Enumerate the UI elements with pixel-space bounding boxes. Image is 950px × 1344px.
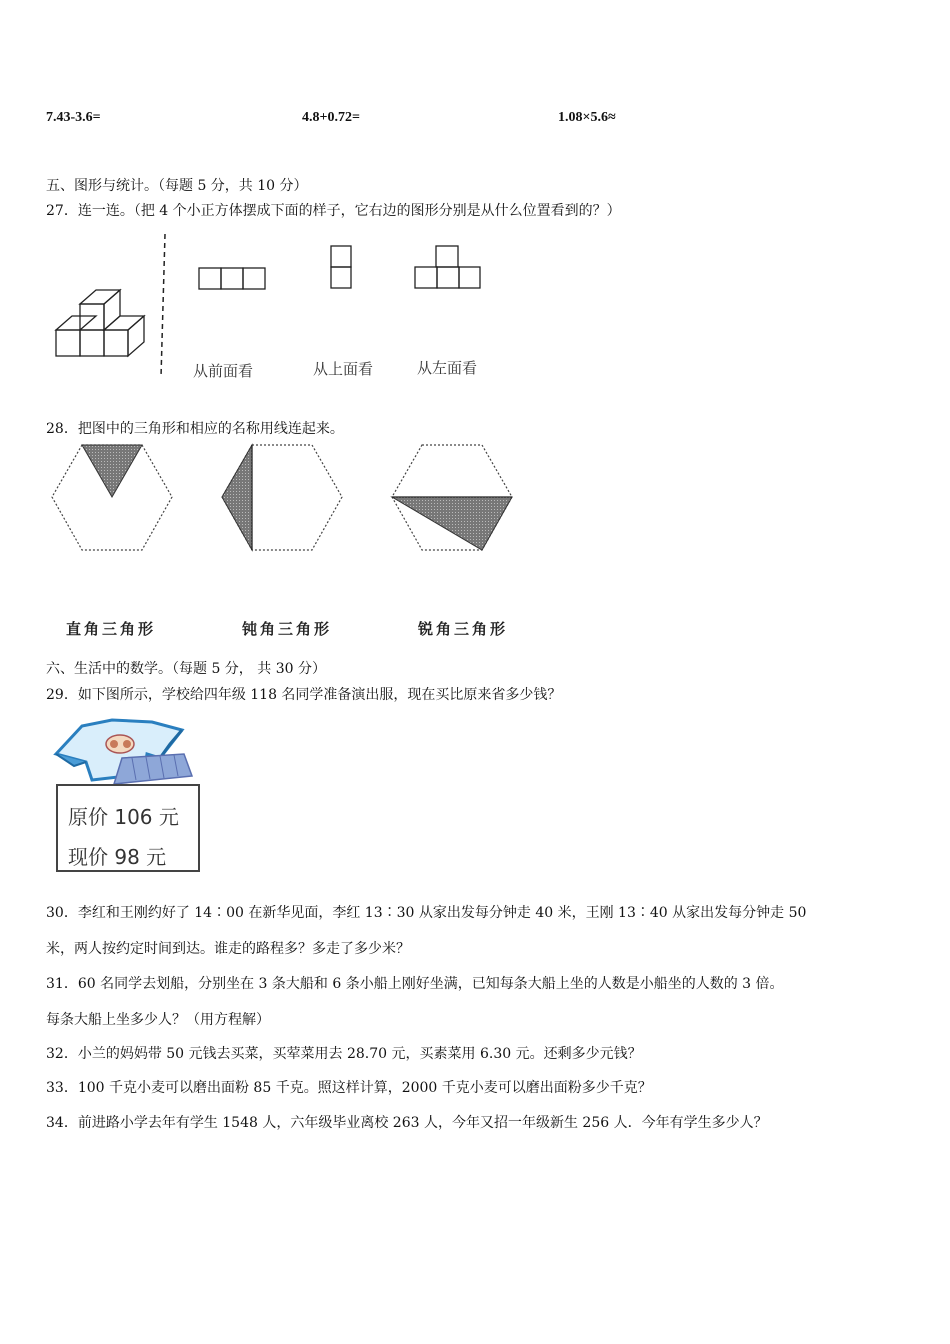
q28-text: 28．把图中的三角形和相应的名称用线连起来。 (46, 421, 344, 437)
hexagon-1 (52, 445, 172, 550)
triangle-label-acute: 锐角三角形 (418, 620, 509, 638)
calc-3: 1.08×5.6≈ (558, 110, 616, 125)
q30-line1: 30．李红和王刚约好了 14∶00 在新华见面，李红 13∶30 从家出发每分钟走 40 米，王刚 13∶40 从家出发每分钟走 50 (46, 905, 807, 921)
hexagon-2 (222, 445, 342, 550)
q29-text: 29．如下图所示，学校给四年级 118 名同学准备演出服，现在买比原来省多少钱？ (46, 687, 562, 703)
original-price: 原价 106 元 (68, 805, 179, 829)
triangle-label-right: 直角三角形 (66, 620, 157, 638)
calc-2: 4.8+0.72= (302, 110, 360, 125)
view-label-left: 从左面看 (417, 359, 478, 377)
view-label-front: 从前面看 (193, 362, 254, 380)
view-top (331, 246, 351, 288)
triangle-label-obtuse: 钝角三角形 (242, 620, 333, 638)
q34-text: 34．前进路小学去年有学生 1548 人，六年级毕业离校 263 人，今年又招一年级新生 256 人．今年有学生多少人？ (46, 1115, 768, 1131)
q32-text: 32．小兰的妈妈带 50 元钱去买菜，买荤菜用去 28.70 元，买素菜用 6.30 元。还剩多少元钱？ (46, 1046, 642, 1062)
hexagon-3 (392, 445, 512, 550)
q31-line2: 每条大船上坐多少人？（用方程解） (46, 1012, 270, 1028)
view-label-top: 从上面看 (313, 360, 374, 378)
current-price: 现价 98 元 (68, 845, 167, 869)
divider-dashed (161, 234, 165, 377)
view-front (199, 268, 265, 289)
q30-line2: 米，两人按约定时间到达。谁走的路程多？多走了多少米？ (46, 941, 410, 957)
q31-line1: 31．60 名同学去划船，分别坐在 3 条大船和 6 条小船上刚好坐满，已知每条大船上坐的人数是小船坐的人数的 3 倍。 (46, 976, 784, 992)
calc-1: 7.43-3.6= (46, 110, 101, 125)
view-left (415, 246, 480, 288)
q33-text: 33．100 千克小麦可以磨出面粉 85 千克。照这样计算，2000 千克小麦可以磨出面粉多少千克？ (46, 1080, 652, 1096)
cube-stack (56, 290, 144, 356)
section5-heading: 五、图形与统计。（每题 5 分，共 10 分） (46, 178, 308, 194)
costume-illustration (52, 714, 212, 790)
section6-heading: 六、生活中的数学。（每题 5 分， 共 30 分） (46, 661, 326, 677)
q28-figure (50, 440, 520, 560)
q27-text: 27．连一连。（把 4 个小正方体摆成下面的样子，它右边的图形分别是从什么位置看到的？） (46, 203, 621, 219)
